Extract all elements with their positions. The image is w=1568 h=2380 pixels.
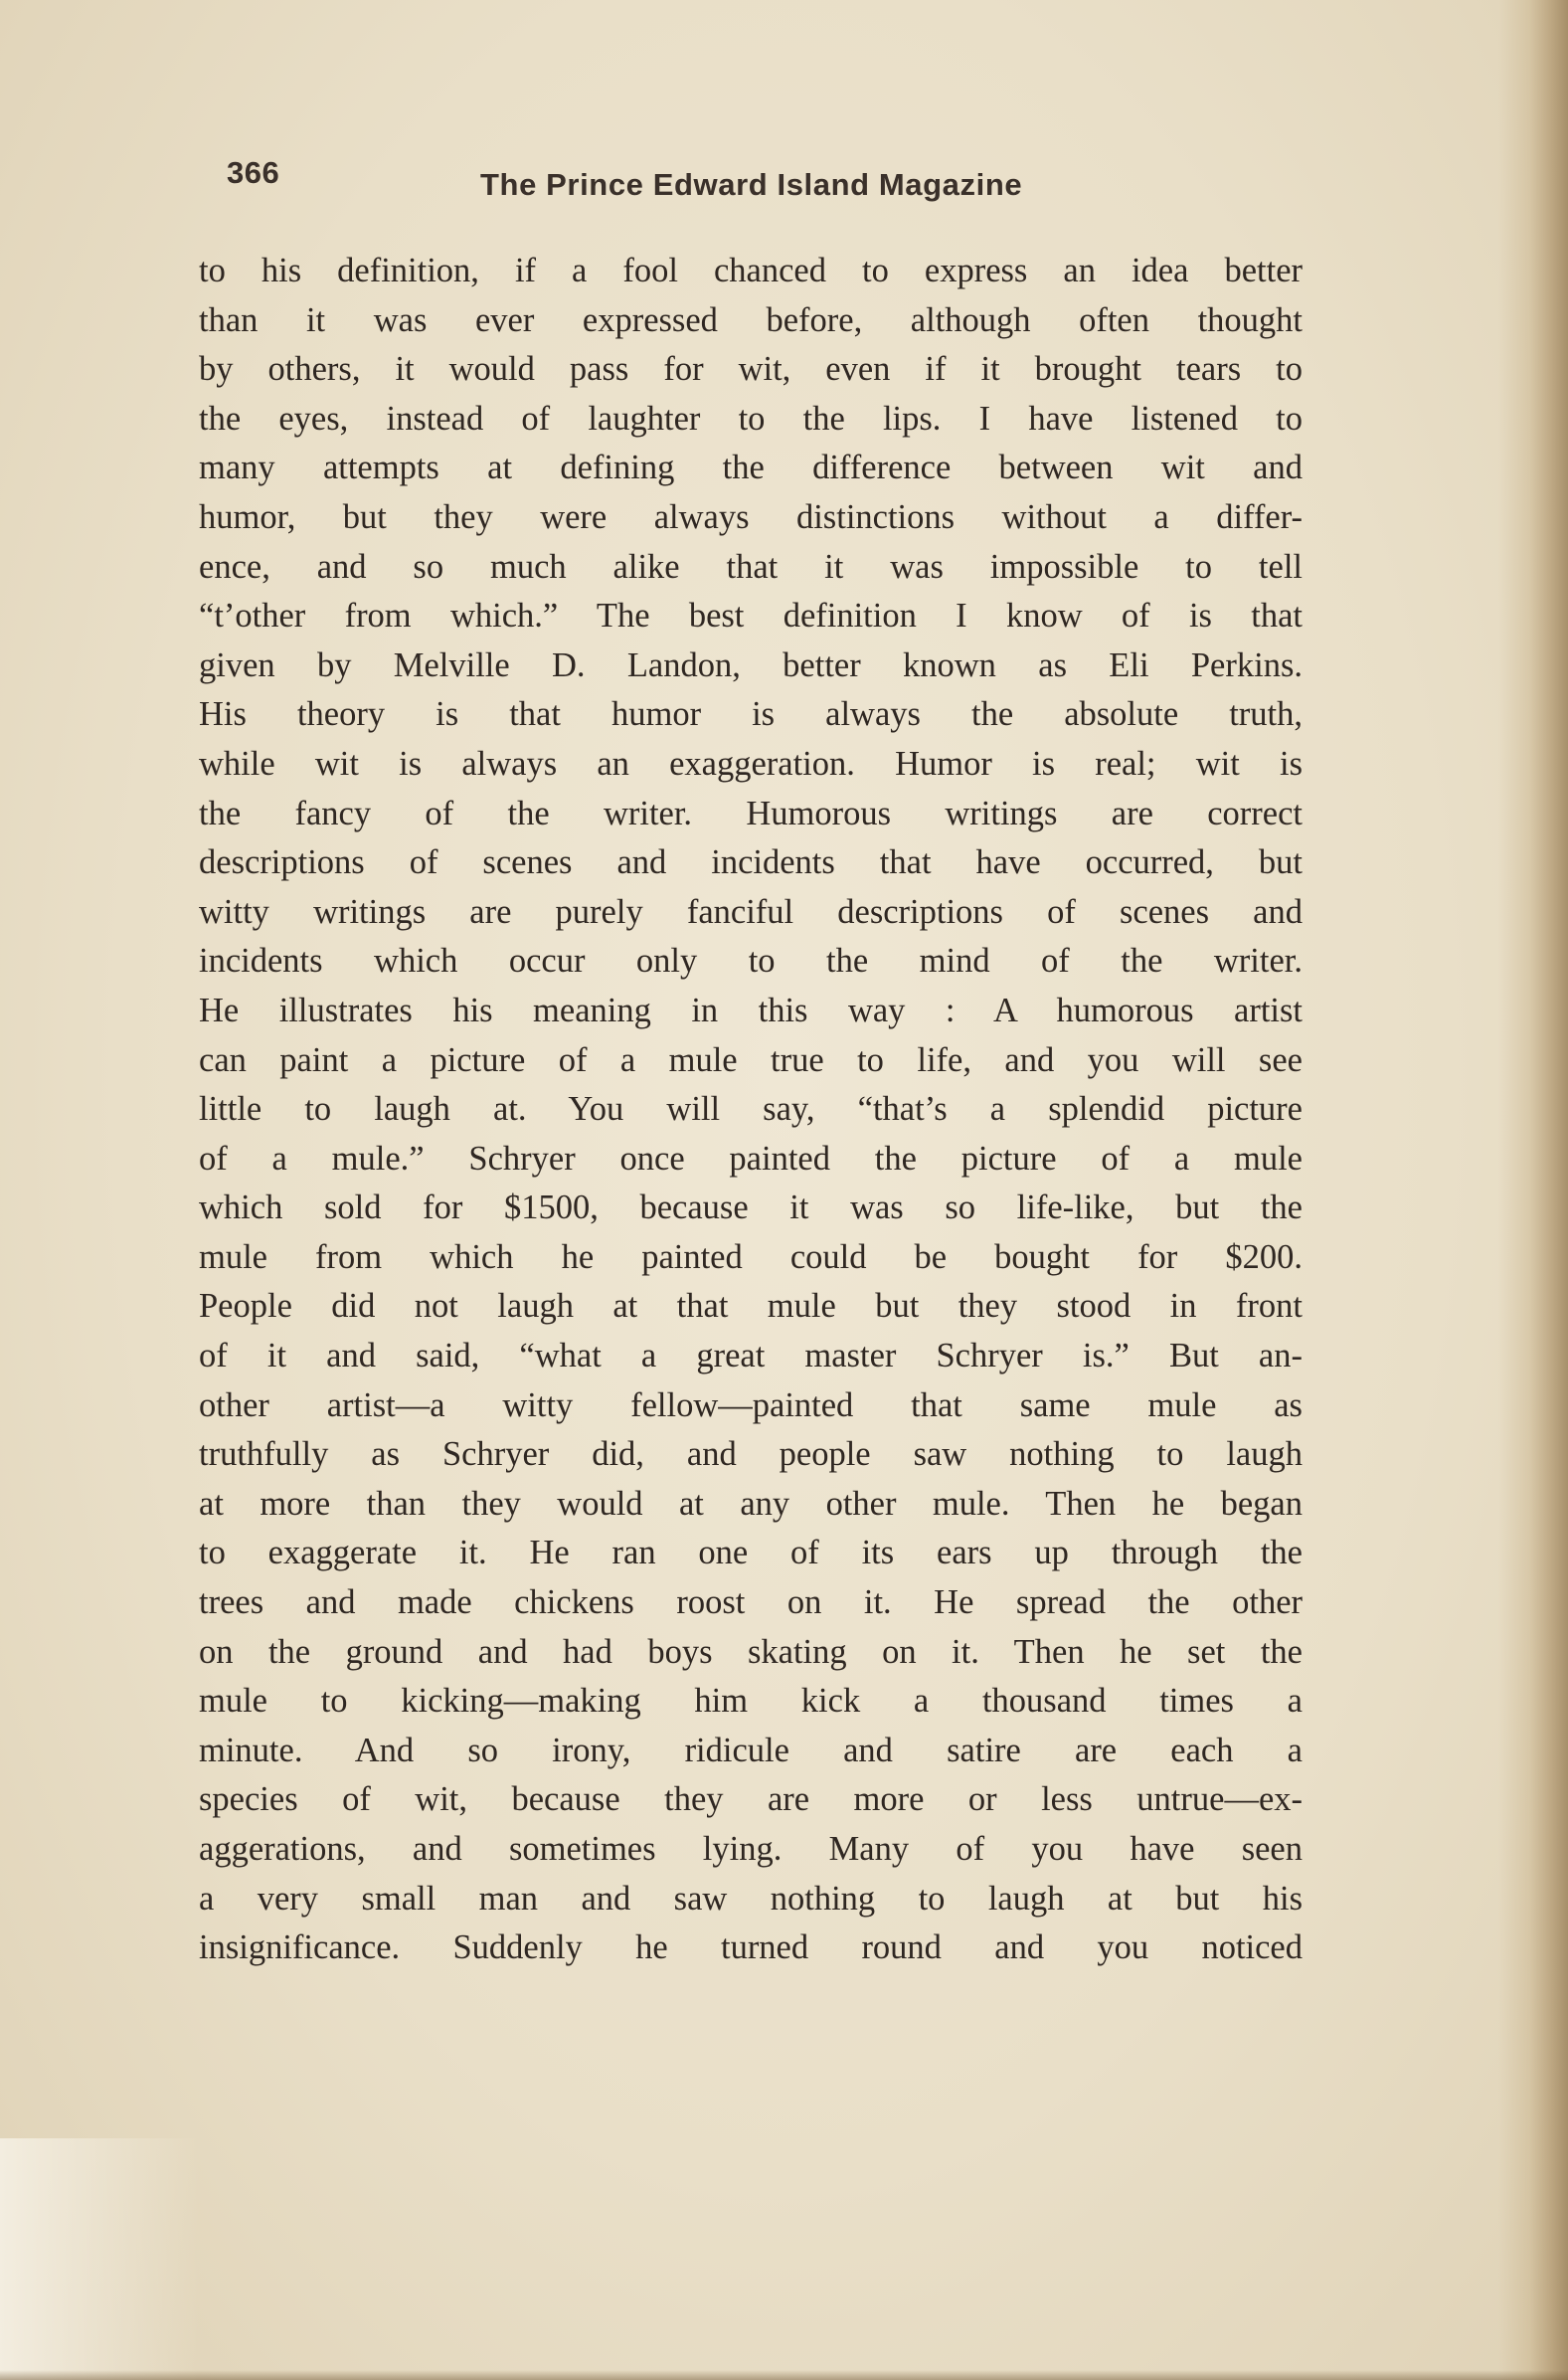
text-line: on the ground and had boys skating on it. Then he set the <box>199 1632 1303 1671</box>
page-fold-highlight <box>0 2138 199 2380</box>
text-line: mule to kicking—making him kick a thousand times a <box>199 1682 1303 1721</box>
text-line: mule from which he painted could be bought for $200. <box>199 1237 1303 1276</box>
text-line: minute. And so irony, ridicule and satire are each a <box>199 1731 1303 1769</box>
text-line: while wit is always an exaggeration. Humor is real; wit is <box>199 744 1303 783</box>
text-line: insignificance. Suddenly he turned round and you noticed <box>199 1928 1303 1967</box>
text-line: of it and said, “what a great master Schryer is.” But an- <box>199 1337 1303 1375</box>
text-line: little to laugh at. You will say, “that’s a splendid picture <box>199 1090 1303 1129</box>
text-line: at more than they would at any other mule. Then he began <box>199 1484 1303 1523</box>
text-line: by others, it would pass for wit, even if it brought tears to <box>199 350 1303 389</box>
text-line: His theory is that humor is always the absolute truth, <box>199 695 1303 734</box>
text-line: truthfully as Schryer did, and people saw nothing to laugh <box>199 1435 1303 1474</box>
page-number: 366 <box>227 155 280 190</box>
text-line: than it was ever expressed before, although often thought <box>199 300 1303 339</box>
text-line: the eyes, instead of laughter to the lips. I have listened to <box>199 399 1303 438</box>
text-line: the fancy of the writer. Humorous writings are correct <box>199 794 1303 832</box>
text-line: which sold for $1500, because it was so life-like, but the <box>199 1189 1303 1227</box>
text-line: species of wit, because they are more or less untrue—ex- <box>199 1780 1303 1819</box>
text-line: People did not laugh at that mule but they stood in front <box>199 1287 1303 1326</box>
text-line: descriptions of scenes and incidents that have occurred, but <box>199 843 1303 882</box>
body-text <box>199 247 1303 1973</box>
text-line: a very small man and saw nothing to laugh at but his <box>199 1879 1303 1918</box>
text-line: many attempts at defining the difference between wit and <box>199 449 1303 487</box>
text-line: given by Melville D. Landon, better known as Eli Perkins. <box>199 645 1303 684</box>
text-line: incidents which occur only to the mind of the writer. <box>199 942 1303 981</box>
text-line: aggerations, and sometimes lying. Many of you have seen <box>199 1830 1303 1868</box>
text-line: humor, but they were always distinctions without a differ- <box>199 497 1303 536</box>
text-line: “t’other from which.” The best definition I know of is that <box>199 597 1303 636</box>
text-line: witty writings are purely fanciful descriptions of scenes and <box>199 892 1303 931</box>
text-line: of a mule.” Schryer once painted the picture of a mule <box>199 1139 1303 1178</box>
page-binding-edge <box>1498 0 1568 2380</box>
text-line: ence, and so much alike that it was impossible to tell <box>199 547 1303 586</box>
text-line: to his definition, if a fool chanced to express an idea better <box>199 252 1303 289</box>
text-line: He illustrates his meaning in this way : A humorous artist <box>199 991 1303 1029</box>
text-line: can paint a picture of a mule true to life, and you will see <box>199 1040 1303 1079</box>
page-bottom-edge <box>0 2370 1568 2380</box>
text-line: to exaggerate it. He ran one of its ears up through the <box>199 1534 1303 1572</box>
text-line: trees and made chickens roost on it. He spread the other <box>199 1583 1303 1622</box>
running-title: The Prince Edward Island Magazine <box>480 167 1023 202</box>
text-line: other artist—a witty fellow—painted that same mule as <box>199 1385 1303 1424</box>
